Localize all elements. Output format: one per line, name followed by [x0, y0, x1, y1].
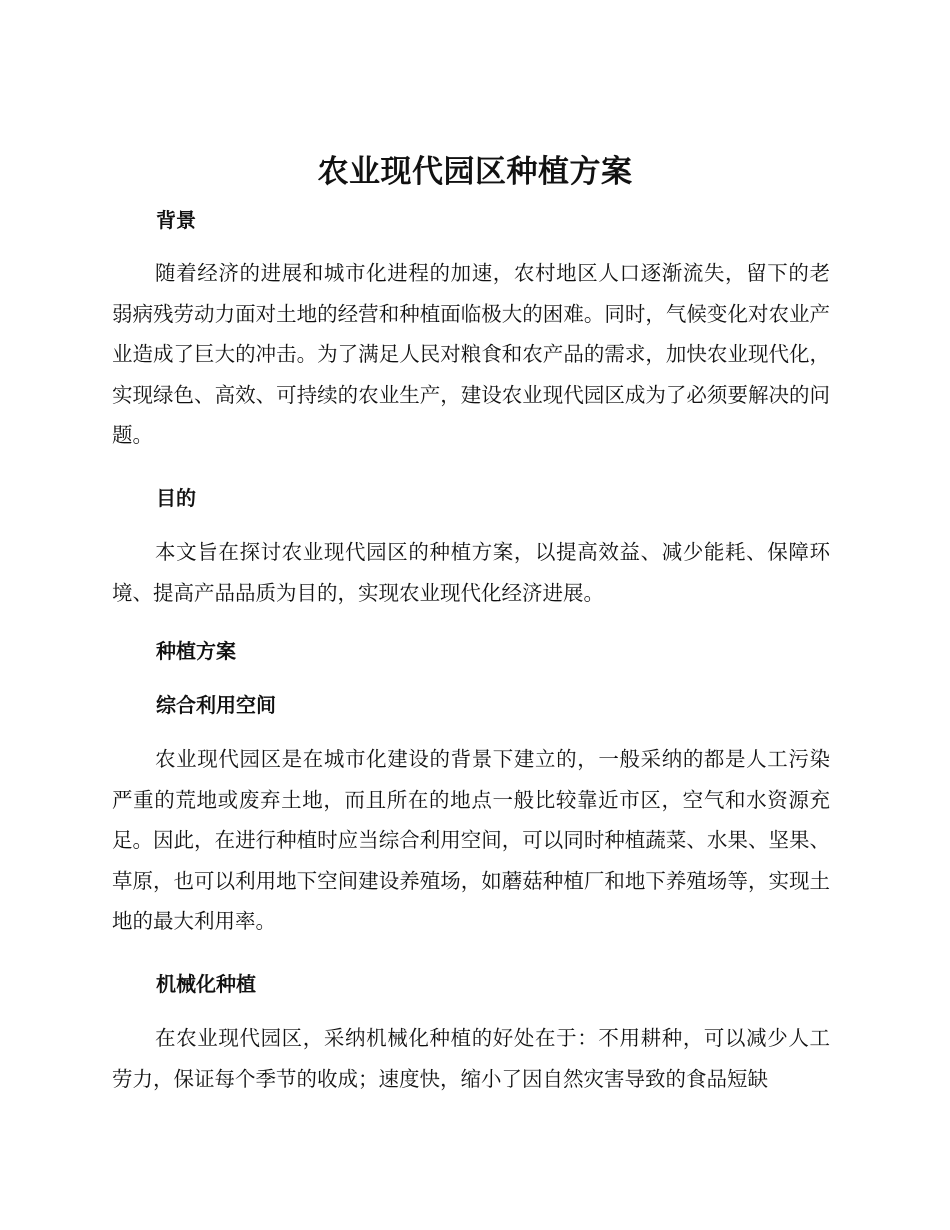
- section-heading-background: 背景: [156, 208, 196, 232]
- section-paragraph-background: 随着经济的进展和城市化进程的加速，农村地区人口逐渐流失，留下的老弱病残劳动力面对土地的经营和种植面临极大的困难。同时，气候变化对农业产业造成了巨大的冲击。为了满足人民对粮食和农产品的需求，加快农业现代化，实现绿色、高效、可持续的农业生产，建设农业现代园区成为了必须要解决的问题。: [112, 261, 830, 447]
- section-heading-planting-plan: 种植方案: [156, 639, 236, 663]
- section-paragraph-purpose: 本文旨在探讨农业现代园区的种植方案，以提高效益、减少能耗、保障环境、提高产品品质为目的，实现农业现代化经济进展。: [112, 540, 830, 605]
- section-heading-mechanization: 机械化种植: [156, 972, 256, 996]
- section-heading-purpose: 目的: [156, 486, 196, 510]
- section-paragraph-space-utilization: 农业现代园区是在城市化建设的背景下建立的，一般采纳的都是人工污染严重的荒地或废弃土地，而且所在的地点一般比较靠近市区，空气和水资源充足。因此，在进行种植时应当综合利用空间，可以同时种植蔬菜、水果、坚果、草原，也可以利用地下空间建设养殖场，如蘑菇种植厂和地下养殖场等，实现土地的最大利用率。: [112, 747, 830, 933]
- section-heading-space-utilization: 综合利用空间: [156, 693, 276, 717]
- section-paragraph-mechanization: 在农业现代园区，采纳机械化种植的好处在于：不用耕种，可以减少人工劳力，保证每个季节的收成；速度快，缩小了因自然灾害导致的食品短缺: [112, 1026, 830, 1091]
- page-title: 农业现代园区种植方案: [317, 154, 633, 190]
